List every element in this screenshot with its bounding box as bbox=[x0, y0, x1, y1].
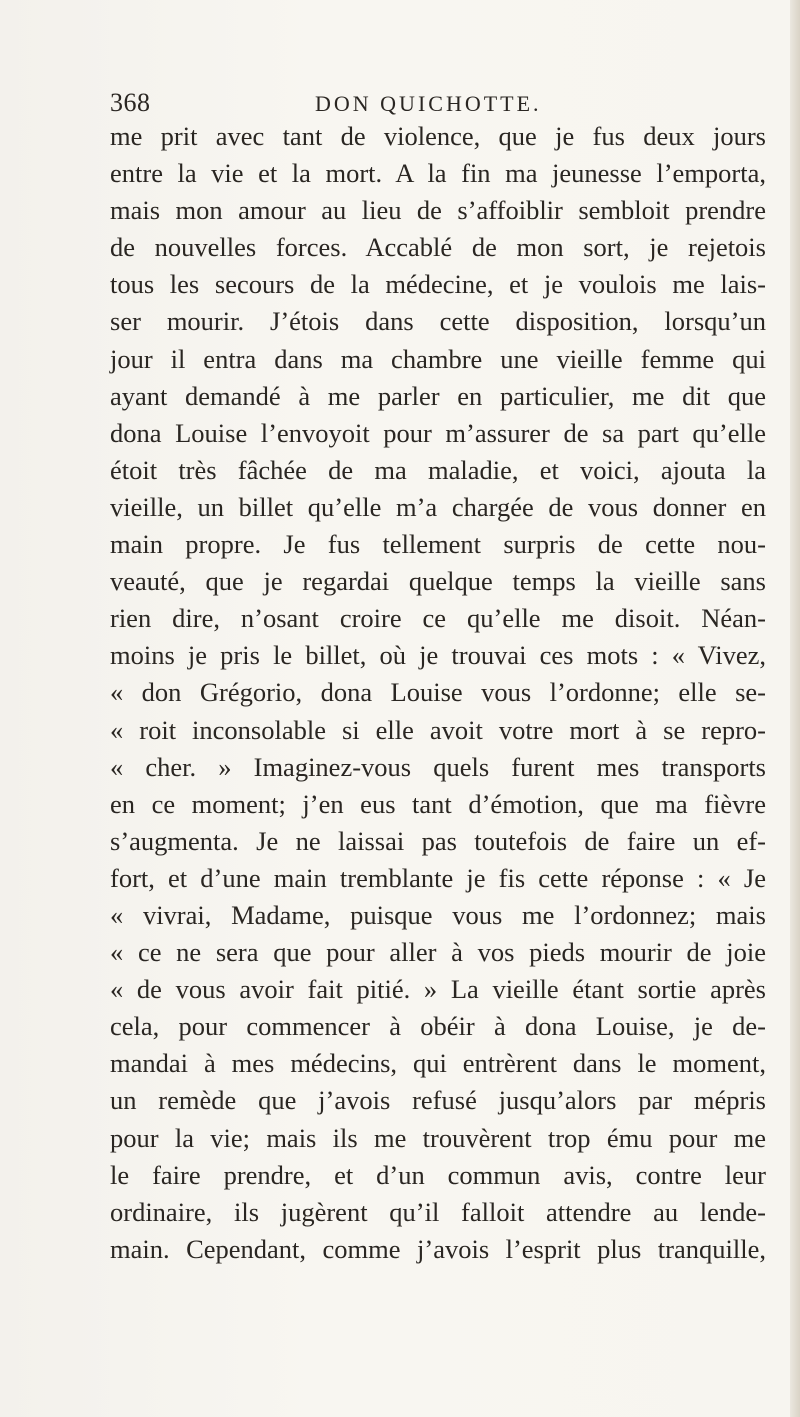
text-line: main propre. Je fus tellement surpris de cette nou- bbox=[110, 529, 766, 560]
text-line: ordinaire, ils jugèrent qu’il falloit attendre au lende- bbox=[110, 1196, 766, 1227]
text-line: moins je pris le billet, où je trouvai ces mots : « Vivez, bbox=[110, 640, 766, 671]
text-line: main. Cependant, comme j’avois l’esprit plus tranquille, bbox=[110, 1233, 766, 1264]
text-line: « roit inconsolable si elle avoit votre mort à se repro- bbox=[110, 714, 766, 745]
text-line: « vivrai, Madame, puisque vous me l’ordonnez; mais bbox=[110, 899, 766, 930]
body-text bbox=[110, 118, 766, 1268]
page-number: 368 bbox=[110, 88, 151, 117]
text-line: jour il entra dans ma chambre une vieille femme qui bbox=[110, 343, 766, 374]
text-line: pour la vie; mais ils me trouvèrent trop ému pour me bbox=[110, 1122, 766, 1153]
text-line: cela, pour commencer à obéir à dona Louise, je de- bbox=[110, 1011, 766, 1042]
text-line: ayant demandé à me parler en particulier, me dit que bbox=[110, 380, 766, 411]
text-line: veauté, que je regardai quelque temps la vieille sans bbox=[110, 566, 766, 597]
text-line: « ce ne sera que pour aller à vos pieds mourir de joie bbox=[110, 937, 766, 968]
text-line: étoit très fâchée de ma maladie, et voici, ajouta la bbox=[110, 454, 766, 485]
text-line: s’augmenta. Je ne laissai pas toutefois de faire un ef- bbox=[110, 825, 766, 856]
text-line: un remède que j’avois refusé jusqu’alors par mépris bbox=[110, 1085, 766, 1116]
text-line: ser mourir. J’étois dans cette disposition, lorsqu’un bbox=[110, 306, 766, 337]
text-line: mandai à mes médecins, qui entrèrent dans le moment, bbox=[110, 1048, 766, 1079]
text-line: tous les secours de la médecine, et je voulois me lais- bbox=[110, 269, 766, 300]
text-line: entre la vie et la mort. A la fin ma jeunesse l’emporta, bbox=[110, 158, 766, 189]
text-line: fort, et d’une main tremblante je fis cette réponse : « Je bbox=[110, 862, 766, 893]
text-line: le faire prendre, et d’un commun avis, contre leur bbox=[110, 1159, 766, 1190]
page-edge bbox=[790, 0, 800, 1417]
text-line: mais mon amour au lieu de s’affoiblir sembloit prendre bbox=[110, 195, 766, 226]
text-line: vieille, un billet qu’elle m’a chargée de vous donner en bbox=[110, 491, 766, 522]
text-line: en ce moment; j’en eus tant d’émotion, que ma fièvre bbox=[110, 788, 766, 819]
running-title: DON QUICHOTTE. bbox=[315, 91, 542, 116]
text-line: « de vous avoir fait pitié. » La vieille étant sortie après bbox=[110, 974, 766, 1005]
text-line: dona Louise l’envoyoit pour m’assurer de sa part qu’elle bbox=[110, 417, 766, 448]
text-line: rien dire, n’osant croire ce qu’elle me disoit. Néan- bbox=[110, 603, 766, 634]
text-line: de nouvelles forces. Accablé de mon sort, je rejetois bbox=[110, 232, 766, 263]
text-line: « don Grégorio, dona Louise vous l’ordonne; elle se- bbox=[110, 677, 766, 708]
text-line: « cher. » Imaginez-vous quels furent mes transports bbox=[110, 751, 766, 782]
text-line: me prit avec tant de violence, que je fus deux jours bbox=[110, 121, 766, 151]
